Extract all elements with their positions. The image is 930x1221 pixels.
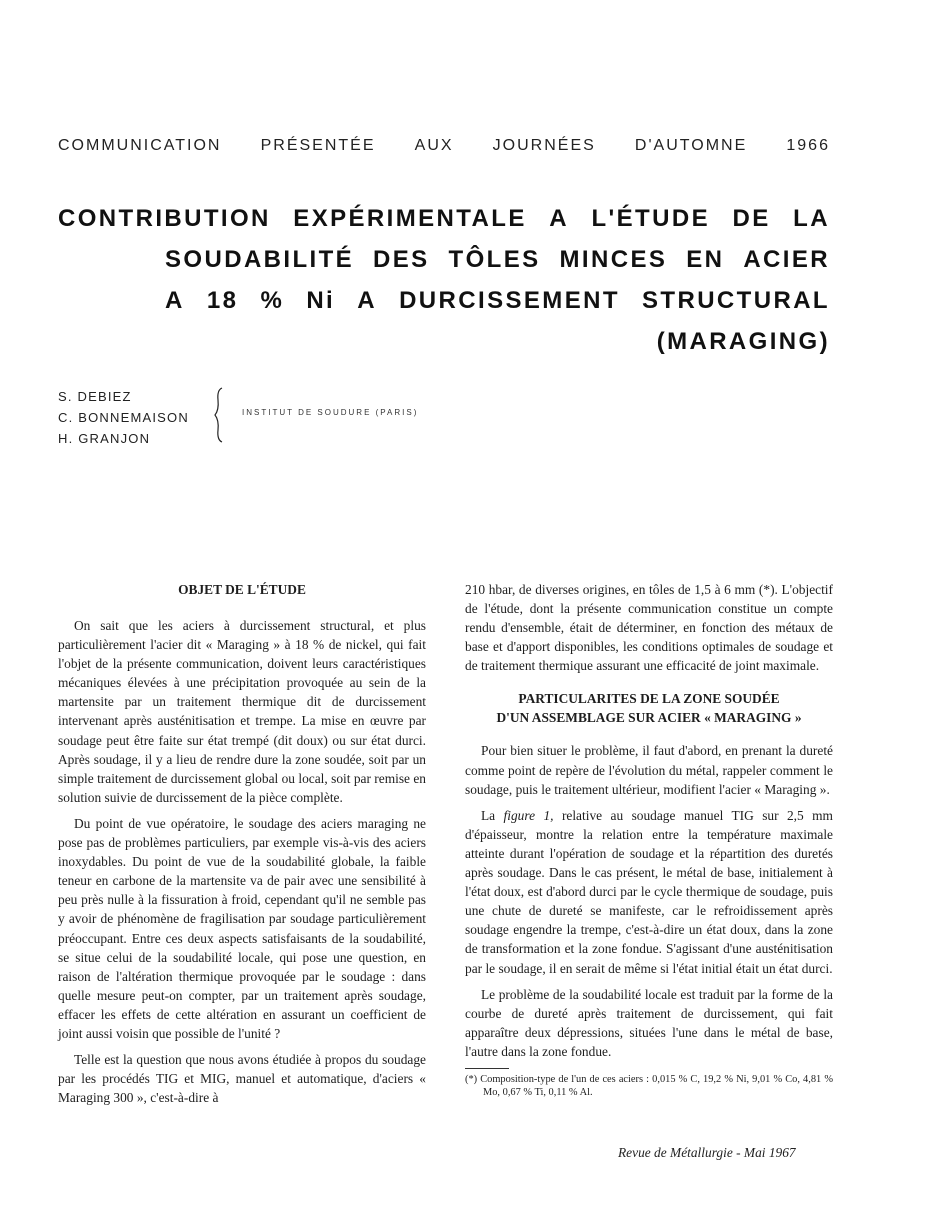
title-word: A	[549, 205, 569, 232]
title-line-2	[165, 239, 830, 280]
text-run: relative au soudage manuel TIG sur 2,5 mm d'épaisseur, montre la relation entre la température maximale atteinte durant l'opération de soudage et la répartition des duretés après soudage. Dans le cas présent, le métal de base, initialement à l'état doux, est d'abord durci par le cycle thermique de soudage, puis une chute de dureté se manifeste, car le refroidissement après soudage engendre la trempe, c'est-à-dire un état doux, dans la zone de transformation et la zone fondue. S'agissant d'une austénitisation par le soudage, il en serait de même si l'état initial était un état durci.	[465, 807, 833, 976]
paragraph: Telle est la question que nous avons étudiée à propos du soudage par les procédés TIG et MIG, manuel et automatique, d'aciers « Maraging 300 », c'est-à-dire à	[58, 1052, 426, 1106]
title-word: SOUDABILITÉ	[165, 246, 355, 273]
author-list	[58, 386, 189, 449]
conference-header	[58, 137, 830, 155]
title-word: 18	[206, 287, 239, 314]
footnote-divider	[465, 1068, 509, 1069]
heading-line: D'UN ASSEMBLAGE SUR ACIER « MARAGING »	[496, 710, 802, 726]
paragraph: Le problème de la soudabilité locale est traduit par la forme de la courbe de dureté après traitement de durcissement, qui fait apparaître deux dépressions, situées l'une dans le métal de base, l'autre dans la zone fondue.	[465, 986, 833, 1059]
title-word: CONTRIBUTION	[58, 205, 271, 232]
title-word: ACIER	[743, 246, 830, 273]
header-word: D'AUTOMNE	[634, 137, 748, 154]
left-column	[58, 580, 426, 1114]
footnote: (*) Composition-type de l'un de ces aciers : 0,015 % C, 19,2 % Ni, 9,01 % Co, 4,81 % Mo, 0,67 % Ti, 0,11 % Al.	[465, 1073, 833, 1098]
title-word: LA	[793, 205, 830, 232]
section-heading: OBJET DE L'ÉTUDE	[178, 582, 306, 597]
title-word: EXPÉRIMENTALE	[293, 205, 527, 232]
right-column	[465, 580, 833, 1099]
header-year: 1966	[786, 137, 830, 154]
title-word: MINCES	[559, 246, 668, 273]
paragraph: Du point de vue opératoire, le soudage des aciers maraging ne pose pas de problèmes particuliers, par exemple vis-à-vis des aciers inoxydables. Du point de vue de la soudabilité globale, la faible teneur en carbone de la martensite va de pair avec une sensibilité à peu près nulle à la fissuration à froid, cependant qu'il ne semble pas y avoir de phénomène de fragilisation par soudage particulièrement préoccupant. Entre ces deux aspects satisfaisants de la soudabilité, se situe celui de la soudabilité locale, qui pose une question, en raison de l'altération thermique provoquée par le soudage : dans quelle mesure peut-on compter, par un traitement après soudage, effacer les effets de cette altération en assurant un coefficient de joint aussi voisin que possible de l'unité ?	[58, 815, 426, 1041]
journal-footer: Revue de Métallurgie - Mai 1967	[618, 1145, 796, 1160]
title-word: %	[260, 287, 285, 314]
affiliation: INSTITUT DE SOUDURE (PARIS)	[242, 408, 419, 417]
title-word: A	[357, 287, 377, 314]
paragraph: 210 hbar, de diverses origines, en tôles de 1,5 à 6 mm (*). L'objectif de l'étude, dont la présente communication constitue un compte rendu d'ensemble, était de déterminer, en fonction des métaux de base et d'apport disponibles, les conditions optimales de soudage et de traitement thermique assurant une efficacité de joint maximale.	[465, 582, 833, 674]
title-line-4	[58, 321, 830, 362]
title-word: L'ÉTUDE	[591, 205, 710, 232]
header-word: AUX	[414, 137, 454, 154]
section-heading	[465, 689, 833, 727]
title-word: Ni	[306, 287, 336, 314]
title-word: DURCISSEMENT	[399, 287, 620, 314]
article-title	[58, 198, 830, 362]
title-word: TÔLES	[448, 246, 541, 273]
paragraph: Pour bien situer le problème, il faut d'abord, en prenant la dureté comme point de repère de l'évolution du métal, rappeler comment le soudage, puis le traitement ultérieur, modifient l'acier « Maraging ».	[465, 743, 833, 797]
title-word: A	[165, 287, 185, 314]
header-word: JOURNÉES	[492, 137, 596, 154]
title-word: DES	[373, 246, 430, 273]
figure-reference: figure 1,	[503, 807, 554, 823]
header-word: COMMUNICATION	[58, 137, 222, 154]
brace-icon	[214, 386, 224, 444]
text-run: La	[481, 807, 504, 823]
title-word: DE	[732, 205, 771, 232]
paragraph: On sait que les aciers à durcissement structural, et plus particulièrement l'acier dit « Maraging » à 18 % de nickel, qui fait l'objet de la présente communication, doivent leurs caractéristiques mécaniques élevées à une précipitation provoquée au sein de la martensite par un traitement thermique dit de durcissement intervenant après austénitisation et trempe. La mise en œuvre par soudage peut être faite sur état trempé (dit doux) ou sur état durci. Après soudage, il y a lieu de rendre dure la zone soudée, soit par un simple traitement de durcissement global ou local, soit par remise en solution suivie de durcissement de la pièce complète.	[58, 618, 426, 805]
author-name: S. DEBIEZ	[58, 389, 132, 404]
paragraph	[465, 806, 833, 978]
title-word: EN	[686, 246, 725, 273]
title-line-3	[165, 280, 830, 321]
author-name: H. GRANJON	[58, 431, 151, 446]
title-line-1	[58, 198, 830, 239]
heading-line: PARTICULARITES DE LA ZONE SOUDÉE	[518, 691, 780, 707]
author-name: C. BONNEMAISON	[58, 410, 189, 425]
title-word: (MARAGING)	[656, 328, 830, 355]
title-word: STRUCTURAL	[642, 287, 830, 314]
header-word: PRÉSENTÉE	[260, 137, 376, 154]
